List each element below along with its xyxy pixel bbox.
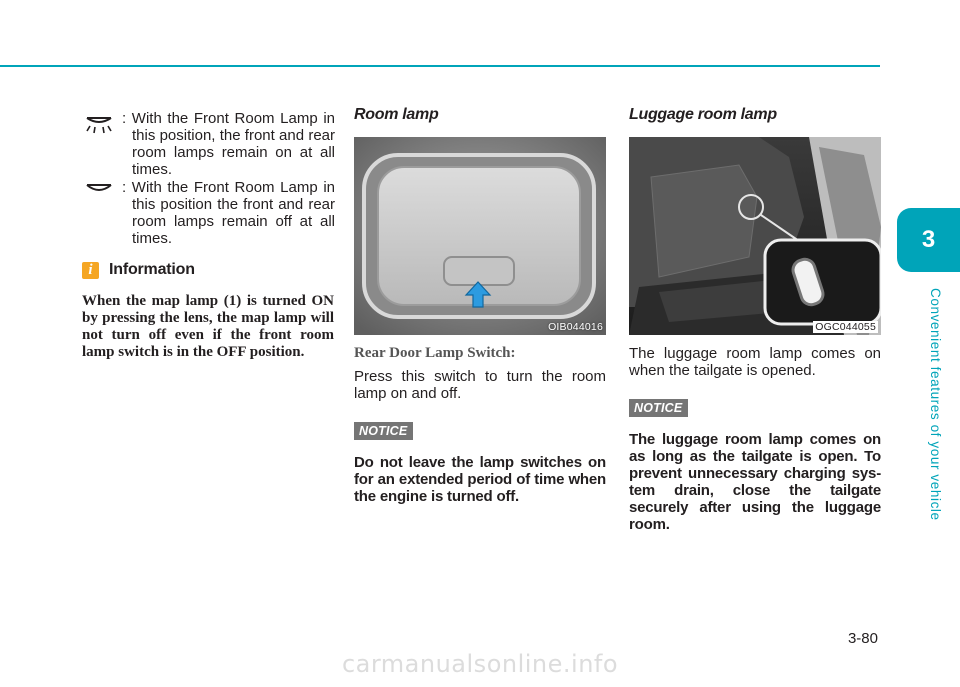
information-icon: i <box>82 262 99 279</box>
luggage-room-image-code: OGC044055 <box>815 321 876 333</box>
room-lamp-title: Room lamp <box>354 106 439 123</box>
luggage-lamp-text: The luggage room lamp comes on when the tailgate is opened. <box>629 345 881 379</box>
luggage-notice-label: NOTICE <box>629 399 688 417</box>
room-lamp-off-icon <box>84 179 114 199</box>
lamp-mode-on-text: : With the Front Room Lamp in this position, the front and rear room lamps remain on at all times. <box>122 110 335 178</box>
room-lamp-notice-label: NOTICE <box>354 422 413 440</box>
information-title: Information <box>109 261 195 278</box>
luggage-notice-label-wrap <box>629 399 881 417</box>
room-lamp-section <box>354 106 606 505</box>
rear-door-lamp-image <box>354 137 606 335</box>
information-text: When the map lamp (1) is turned ON by pressing the lens, the map lamp will not turn off even if the front room lamp switch is in the OFF position. <box>82 293 334 360</box>
luggage-notice-text: The luggage room lamp comes on as long as the tailgate is open. To prevent unnecessary charging sys- tem drain, close the tailgate securely after using the luggage room. <box>629 431 881 533</box>
rear-door-switch-heading: Rear Door Lamp Switch: <box>354 345 516 361</box>
luggage-lamp-title: Luggage room lamp <box>629 106 777 123</box>
luggage-room-image <box>629 137 881 335</box>
information-heading <box>82 261 337 279</box>
luggage-lamp-section <box>629 106 881 533</box>
lamp-mode-on <box>80 110 335 178</box>
rear-door-switch-text: Press this switch to turn the room lamp on and off. <box>354 368 606 402</box>
chapter-tab <box>897 208 960 272</box>
luggage-room-illustration <box>629 137 881 335</box>
information-box <box>82 261 337 361</box>
room-lamp-notice-label-wrap <box>354 422 606 440</box>
rear-door-lamp-illustration <box>354 137 606 335</box>
header-rule <box>0 65 880 67</box>
page-number: 3-80 <box>847 630 878 647</box>
watermark: carmanualsonline.info <box>341 650 619 678</box>
chapter-title: Convenient features of your vehicle <box>928 288 943 521</box>
room-lamp-on-icon <box>84 110 114 136</box>
rear-door-lamp-image-code: OIB044016 <box>548 321 603 333</box>
chapter-number: 3 <box>921 226 936 253</box>
lamp-mode-off-text: : With the Front Room Lamp in this position the front and rear room lamps remain off at all times. <box>122 179 335 247</box>
room-lamp-notice-text: Do not leave the lamp switches on for an extended period of time when the engine is turned off. <box>354 454 606 505</box>
lamp-mode-off <box>80 179 335 247</box>
